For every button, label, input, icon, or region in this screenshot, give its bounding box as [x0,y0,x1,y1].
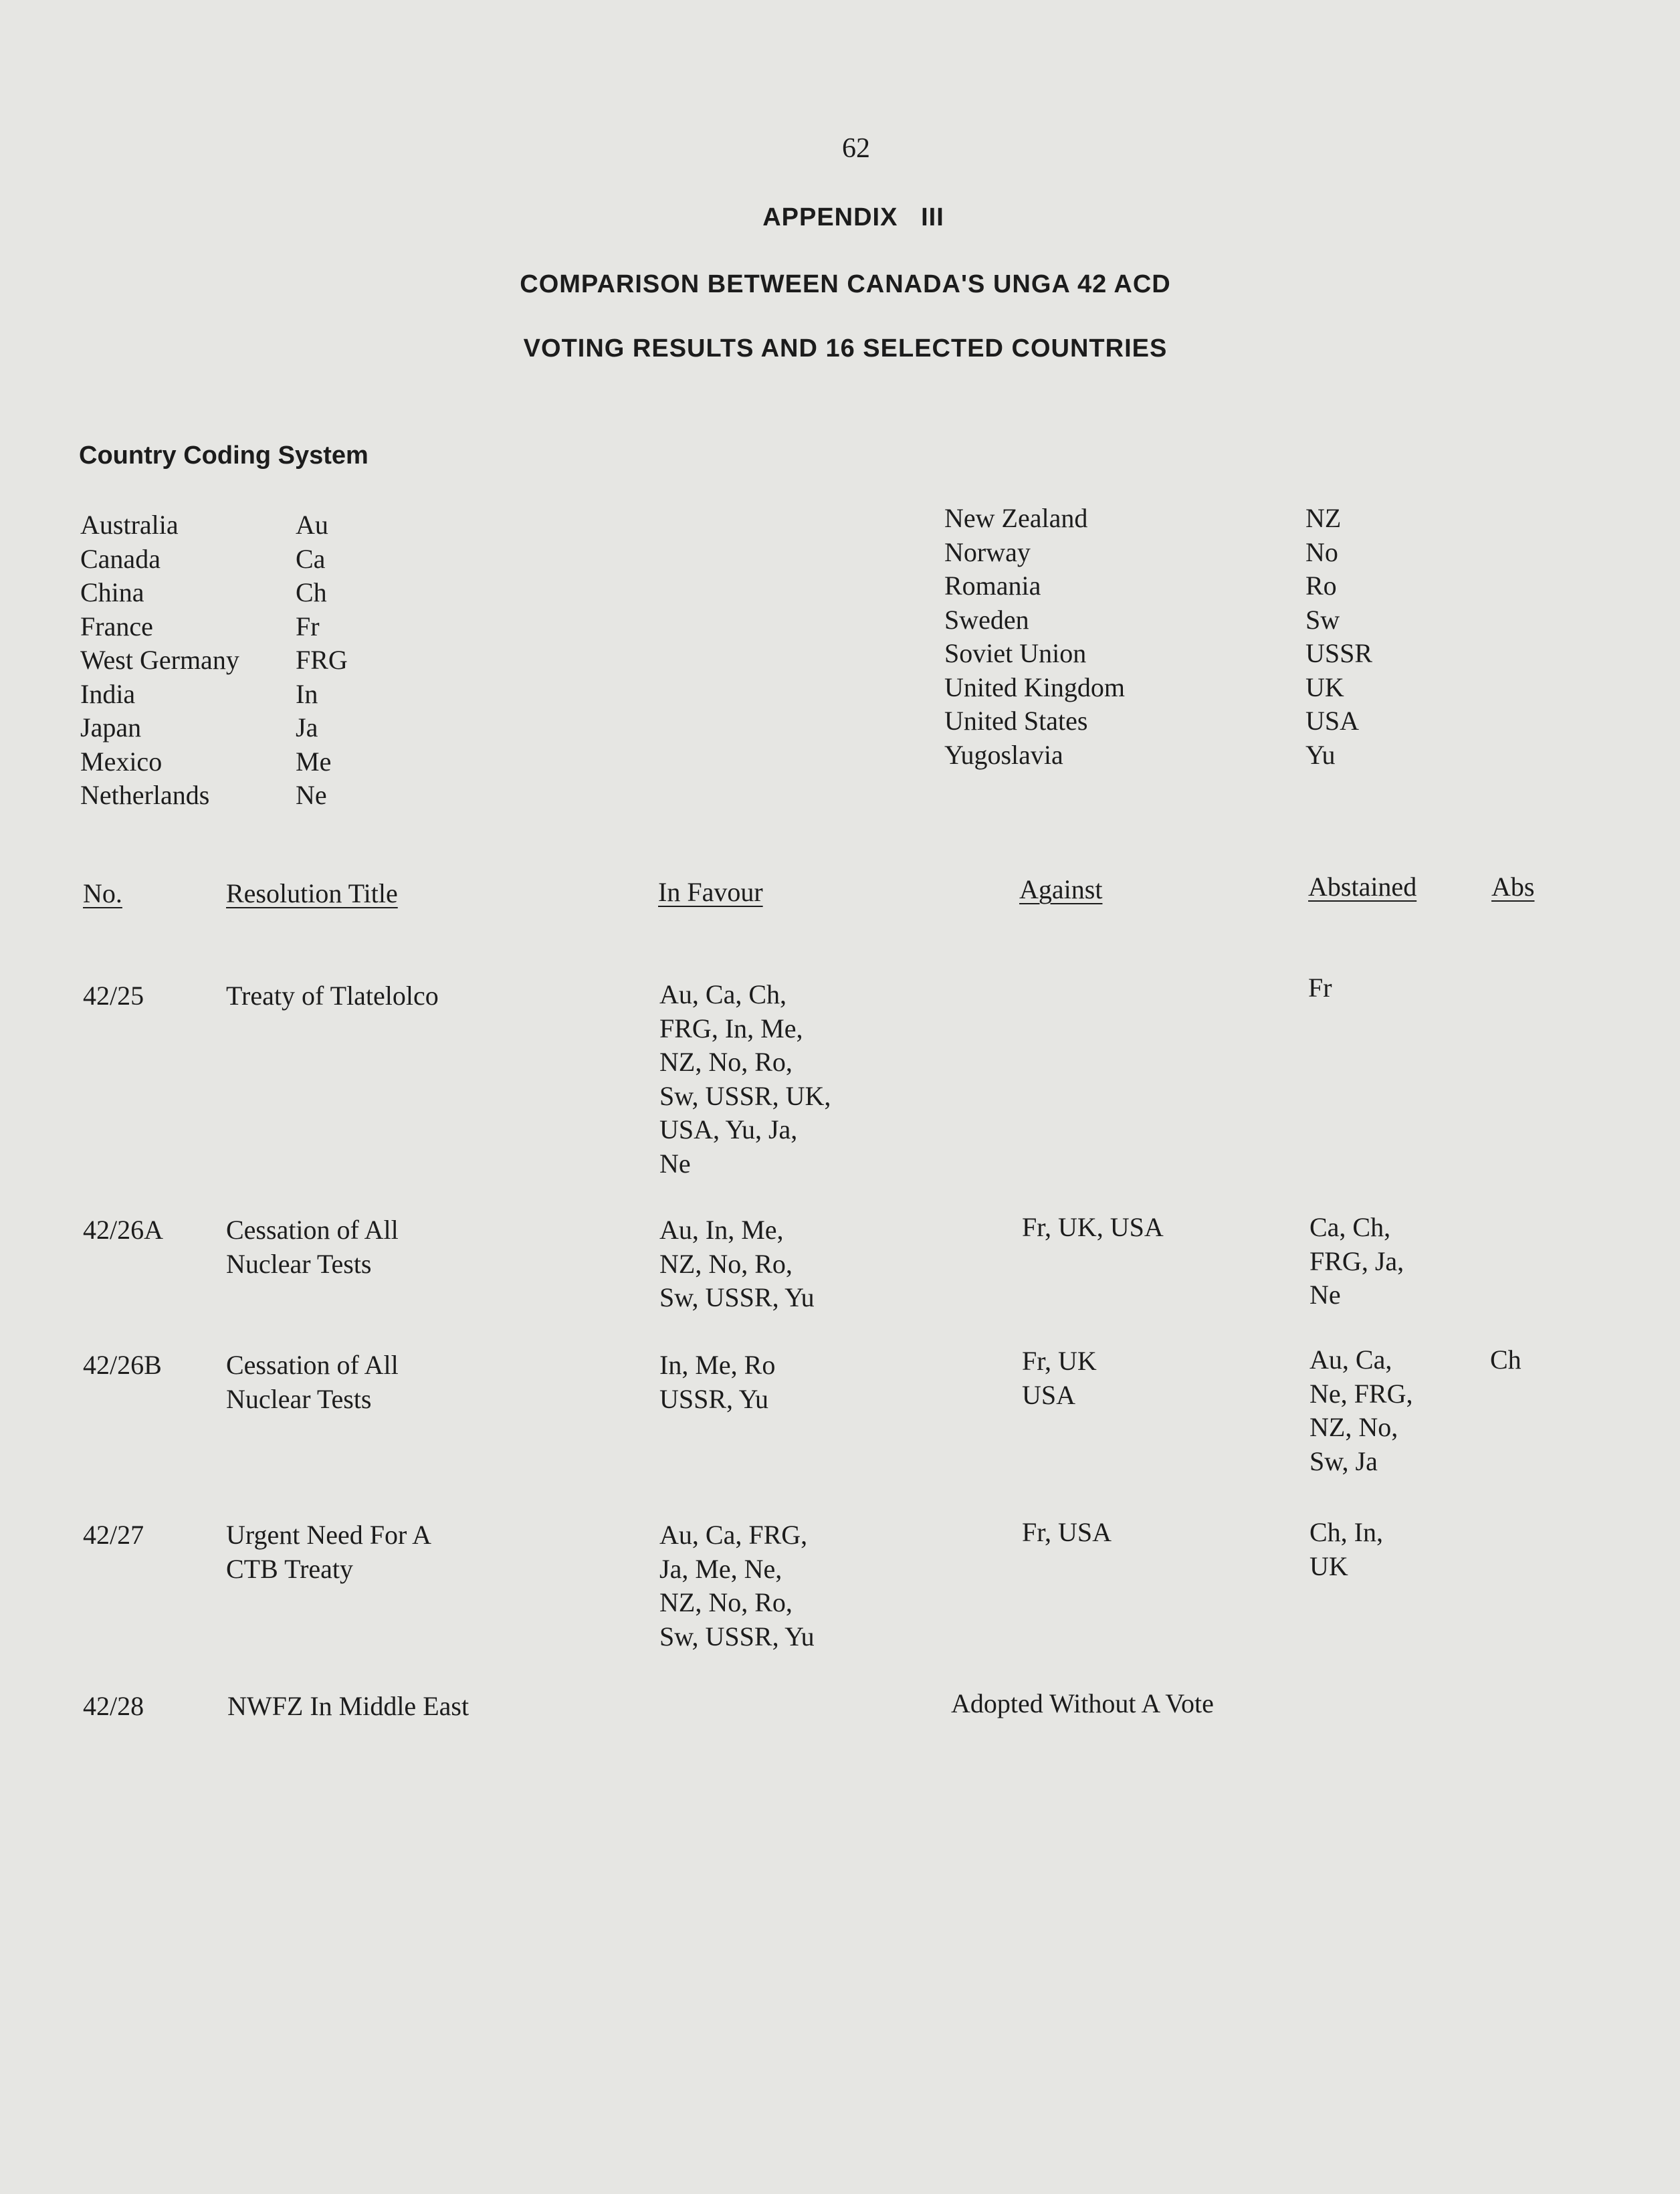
abstained-line: Ne, FRG, [1309,1378,1413,1409]
resolution-title [226,979,439,1013]
in-favour-line: Ja, Me, Ne, [659,1553,782,1584]
header-no: No. [83,878,122,908]
country-name: India [80,678,136,709]
in-favour-line: In, Me, Ro [659,1350,776,1380]
country-name: United States [944,706,1088,736]
abstained-line: Fr [1308,973,1332,1003]
abstained-list [1308,971,1332,1005]
abs-line: Ch [1490,1344,1521,1375]
document-title: COMPARISON BETWEEN CANADA'S UNGA 42 ACD [520,270,1171,298]
in-favour-list [659,1518,815,1654]
abstained-line: Ch, In, [1309,1517,1383,1547]
country-code: Yu [1305,739,1336,770]
country-name: Australia [80,510,179,540]
in-favour-list [659,1349,775,1416]
abstained-list [1309,1343,1412,1478]
country-name: China [80,577,144,607]
country-code: USSR [1305,638,1373,668]
country-name: Mexico [80,746,163,777]
country-code: Au [296,510,328,540]
abstained-list [1309,1516,1383,1583]
country-name: Canada [80,543,161,574]
resolution-title-line: NWFZ In Middle East [227,1691,469,1721]
in-favour-line: Ne [659,1148,691,1179]
resolution-number: 42/26B [83,1350,162,1380]
against-list [1022,1344,1097,1412]
in-favour-line: NZ, No, Ro, [659,1047,793,1077]
header-in-favour: In Favour [658,877,763,907]
in-favour-line: NZ, No, Ro, [659,1587,793,1617]
resolution-number: 42/25 [83,981,144,1011]
country-name: Japan [80,712,142,742]
adopted-without-vote-note: Adopted Without A Vote [951,1688,1214,1718]
abstained-list [1309,1211,1404,1312]
header-abs: Abs [1491,872,1535,902]
abstained-line: UK [1309,1551,1348,1581]
country-code: FRG [296,645,348,675]
resolution-title [227,1690,469,1724]
country-name: New Zealand [944,503,1088,533]
in-favour-line: Au, Ca, Ch, [659,979,786,1009]
country-name: Yugoslavia [944,739,1063,770]
in-favour-line: USA, Yu, Ja, [659,1114,798,1144]
in-favour-line: Au, In, Me, [659,1215,784,1245]
in-favour-list [659,1213,815,1315]
resolution-title-line: CTB Treaty [226,1553,354,1584]
in-favour-line: Sw, USSR, UK, [659,1080,831,1111]
against-line: Fr, USA [1022,1517,1112,1547]
in-favour-line: NZ, No, Ro, [659,1248,793,1279]
in-favour-line: USSR, Yu [659,1383,769,1414]
resolution-title-line: Nuclear Tests [226,1383,372,1414]
resolution-title-line: Treaty of Tlatelolco [226,981,439,1011]
resolution-title-line: Cessation of All [226,1215,399,1245]
resolution-number: 42/28 [83,1691,144,1721]
appendix-heading: APPENDIX III [762,203,944,231]
in-favour-line: Sw, USSR, Yu [659,1282,815,1312]
in-favour-line: FRG, In, Me, [659,1013,803,1043]
against-line: USA [1022,1379,1076,1410]
country-code: Fr [296,611,320,641]
resolution-title [226,1213,399,1281]
coding-system-title: Country Coding System [79,441,369,470]
in-favour-line: Sw, USSR, Yu [659,1621,815,1652]
country-name: Soviet Union [944,638,1087,668]
country-name: France [80,611,153,641]
abstained-line: Ca, Ch, [1309,1212,1391,1242]
country-name: Sweden [944,604,1029,635]
header-resolution-title: Resolution Title [226,878,398,908]
resolution-title-line: Cessation of All [226,1350,399,1380]
country-code: Ro [1305,571,1337,601]
country-code: USA [1305,706,1360,736]
in-favour-line: Au, Ca, FRG, [659,1520,808,1550]
resolution-number: 42/26A [83,1215,163,1245]
country-code: Sw [1305,604,1340,635]
abs-list [1490,1343,1521,1377]
page-number: 62 [842,133,870,164]
country-code: Ne [296,780,327,810]
country-code: Me [296,746,332,777]
against-list [1022,1516,1112,1550]
abstained-line: Ne [1309,1280,1341,1310]
country-name: Norway [944,536,1031,567]
country-name: Romania [944,571,1041,601]
resolution-number: 42/27 [83,1520,144,1550]
country-name: United Kingdom [944,672,1125,702]
country-code: NZ [1305,503,1342,533]
document-subtitle: VOTING RESULTS AND 16 SELECTED COUNTRIES [523,334,1168,363]
abstained-line: Sw, Ja [1309,1445,1378,1476]
abstained-line: Au, Ca, [1309,1344,1392,1375]
resolution-title [226,1518,431,1586]
country-code: No [1305,536,1338,567]
country-code: Ca [296,543,326,574]
against-line: Fr, UK, USA [1022,1212,1164,1242]
against-line: Fr, UK [1022,1346,1097,1376]
in-favour-list [659,978,831,1181]
country-code: Ja [296,712,318,742]
country-name: West Germany [80,645,239,675]
resolution-title-line: Urgent Need For A [226,1520,431,1550]
resolution-title-line: Nuclear Tests [226,1248,372,1279]
against-list [1022,1211,1164,1245]
header-against: Against [1019,874,1103,904]
country-name: Netherlands [80,780,210,810]
resolution-title [226,1349,399,1416]
abstained-line: FRG, Ja, [1309,1245,1404,1276]
country-code: In [296,678,318,709]
header-abstained: Abstained [1308,872,1417,902]
abstained-line: NZ, No, [1309,1412,1398,1442]
country-code: Ch [296,577,327,607]
country-code: UK [1305,672,1344,702]
